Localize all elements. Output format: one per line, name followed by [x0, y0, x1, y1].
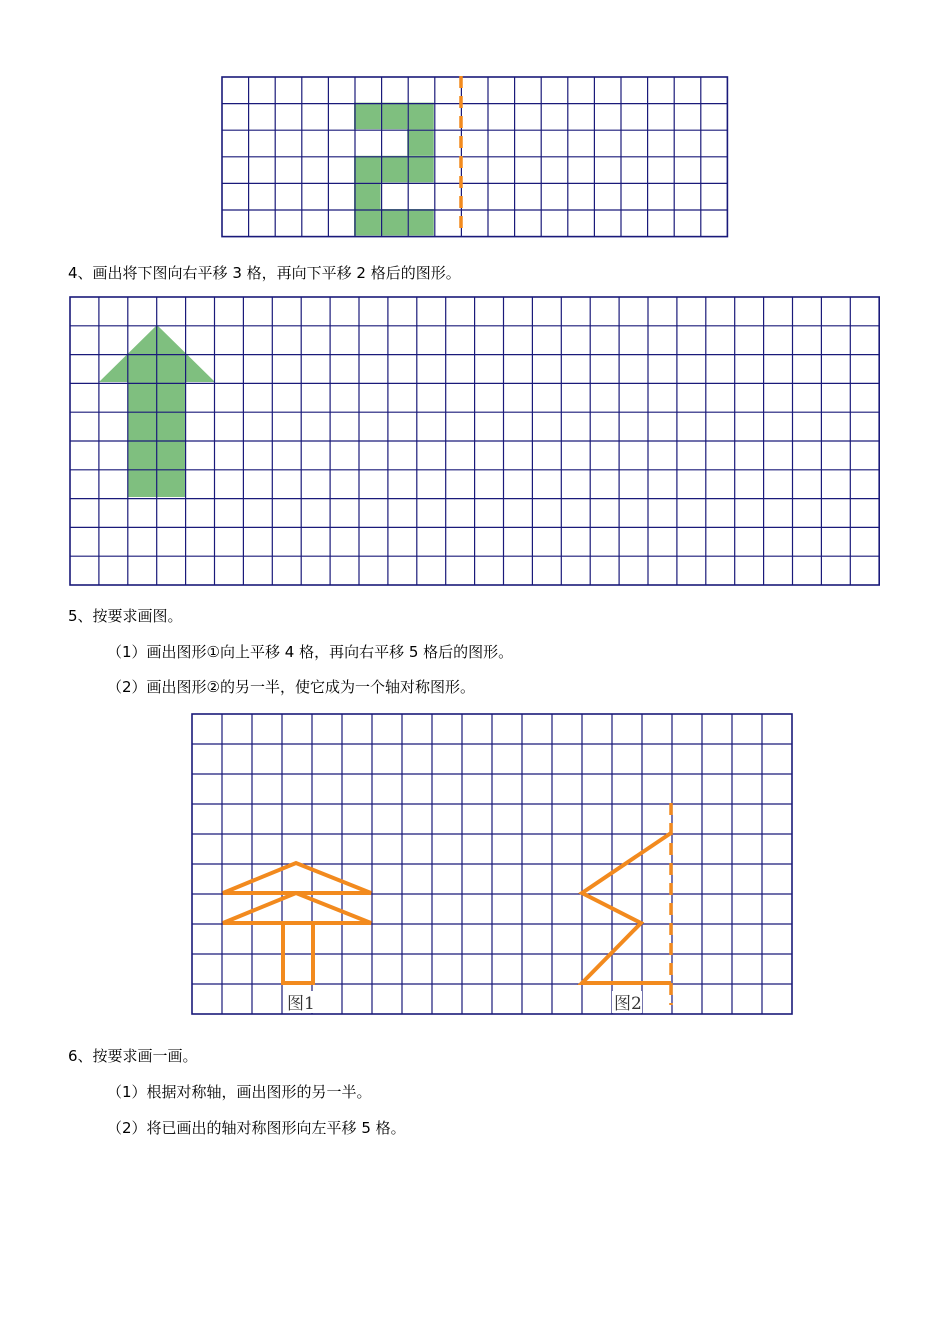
figure-1-shape [223, 863, 371, 983]
green-cell [354, 209, 381, 236]
green-cell [354, 156, 381, 183]
green-cell [407, 129, 434, 156]
green-cell [407, 156, 434, 183]
green-cell [354, 103, 381, 130]
question-6-sub1: （1）根据对称轴，画出图形的另一半。 [107, 1083, 372, 1101]
grid-figure-symmetry-digit [221, 76, 729, 238]
grid-lines [70, 297, 879, 585]
green-cell [354, 182, 381, 209]
green-cell [381, 209, 408, 236]
figure-1-label: 图1 [287, 994, 315, 1014]
question-5-sub2: （2）画出图形②的另一半，使它成为一个轴对称图形。 [107, 678, 475, 696]
question-6-sub2: （2）将已画出的轴对称图形向左平移 5 格。 [107, 1119, 406, 1137]
grid-lines [222, 77, 727, 237]
grid-figure-translation-symmetry [191, 713, 794, 1016]
question-5-text: 5、按要求画图。 [68, 607, 183, 625]
green-cell [381, 156, 408, 183]
figure-2-label: 图2 [614, 994, 642, 1014]
question-5-sub1: （1）画出图形①向上平移 4 格，再向右平移 5 格后的图形。 [107, 643, 514, 661]
question-6-text: 6、按要求画一画。 [68, 1047, 198, 1065]
green-cell [407, 209, 434, 236]
green-cell [407, 103, 434, 130]
grid-figure-arrow [69, 296, 881, 586]
question-4-text: 4、画出将下图向右平移 3 格，再向下平移 2 格后的图形。 [68, 264, 461, 282]
green-cell [381, 103, 408, 130]
figure-2-half-shape [582, 803, 671, 1005]
green-digit-shape [354, 103, 434, 236]
